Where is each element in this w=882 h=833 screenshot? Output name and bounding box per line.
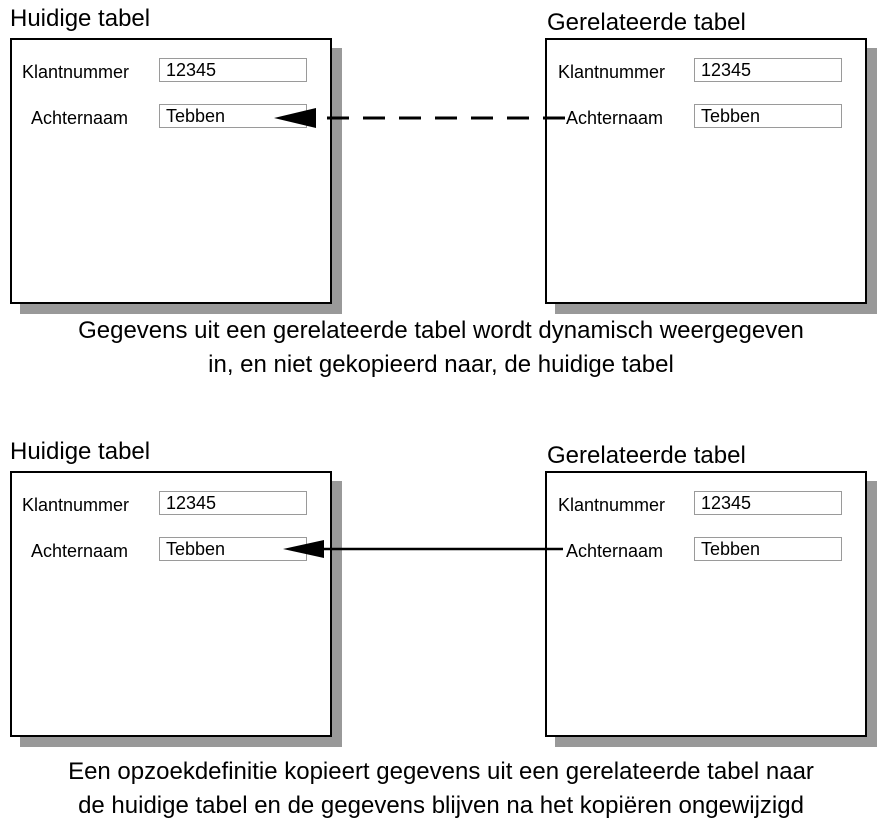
caption-line: in, en niet gekopieerd naar, de huidige tabel — [208, 351, 674, 378]
last-name-label: Achternaam — [31, 541, 129, 561]
arrow-head-icon — [274, 108, 316, 128]
related-table-title: Gerelateerde tabel — [547, 442, 746, 469]
lookup-diagram-dynamic — [0, 0, 882, 400]
lookup-diagram-copy — [0, 433, 882, 833]
last-name-field: Tebben — [159, 104, 307, 128]
customer-number-label: Klantnummer — [558, 495, 666, 515]
last-name-field: Tebben — [159, 537, 307, 561]
last-name-label: Achternaam — [566, 108, 664, 128]
diagram-caption — [0, 755, 882, 823]
customer-number-field: 12345 — [159, 491, 307, 515]
current-table-title: Huidige tabel — [10, 438, 151, 465]
customer-number-field: 12345 — [159, 58, 307, 82]
diagram-caption — [0, 314, 882, 382]
customer-number-label: Klantnummer — [22, 62, 130, 82]
customer-number-field: 12345 — [694, 58, 842, 82]
caption-line: de huidige tabel en de gegevens blijven na het kopiëren ongewijzigd — [78, 792, 804, 819]
caption-line: Een opzoekdefinitie kopieert gegevens uit een gerelateerde tabel naar — [68, 758, 814, 785]
last-name-field: Tebben — [694, 104, 842, 128]
customer-number-field: 12345 — [694, 491, 842, 515]
current-table-title: Huidige tabel — [10, 5, 151, 32]
related-table-title: Gerelateerde tabel — [547, 9, 746, 36]
customer-number-label: Klantnummer — [558, 62, 666, 82]
caption-line: Gegevens uit een gerelateerde tabel wordt dynamisch weergegeven — [78, 317, 804, 344]
last-name-label: Achternaam — [566, 541, 664, 561]
arrow-head-icon — [283, 540, 324, 558]
last-name-field: Tebben — [694, 537, 842, 561]
customer-number-label: Klantnummer — [22, 495, 130, 515]
last-name-label: Achternaam — [31, 108, 129, 128]
